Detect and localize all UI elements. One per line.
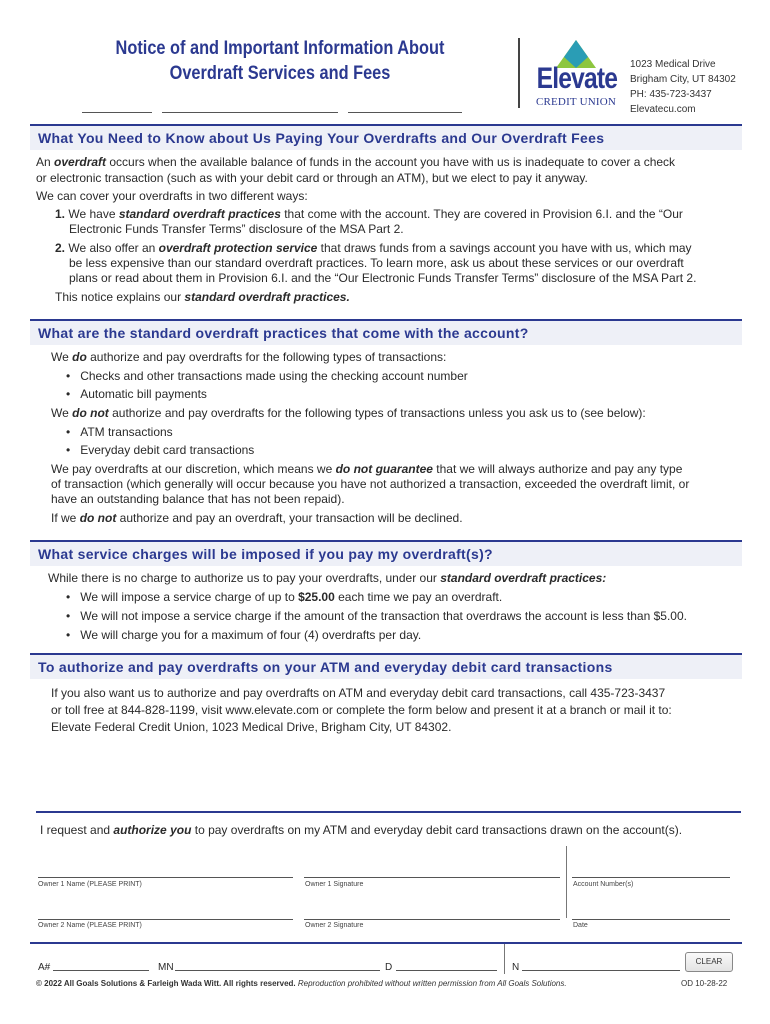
owner-1-signature-field[interactable] xyxy=(304,877,560,878)
address-city: Brigham City, UT 84302 xyxy=(630,74,736,85)
title-underline-2 xyxy=(162,112,338,113)
owner-1-name-field[interactable] xyxy=(38,877,293,878)
owner-1-signature-label: Owner 1 Signature xyxy=(305,881,364,888)
mn-label: MN xyxy=(158,962,174,973)
date-field[interactable] xyxy=(572,919,730,920)
authorization-request: I request and authorize you to pay overdrafts on my ATM and everyday debit card transactions drawn on the account(s). xyxy=(40,823,683,837)
logo-wordmark: Elevate xyxy=(536,62,618,95)
address-website: Elevatecu.com xyxy=(630,104,696,115)
option-1-line-2: Electronic Funds Transfer Terms” disclosure of the MSA Part 2. xyxy=(69,222,404,236)
form-code: OD 10-28-22 xyxy=(681,979,728,988)
list-item: • We will impose a service charge of up to $25.00 each time we pay an overdraft. xyxy=(66,590,503,604)
internal-use-divider xyxy=(30,942,742,944)
elevate-logo xyxy=(528,38,624,110)
section-heading-text: To authorize and pay overdrafts on your ATM and everyday debit card transactions xyxy=(38,659,613,675)
section-heading-text: What are the standard overdraft practices that come with the account? xyxy=(38,325,529,341)
section-heading-overdraft-fees xyxy=(30,124,742,150)
clear-button[interactable]: CLEAR xyxy=(685,952,733,972)
discretion-line-1: We pay overdrafts at our discretion, which means we do not guarantee that we will always authorize and pay any type xyxy=(51,462,683,476)
date-label: Date xyxy=(573,922,588,929)
form-divider xyxy=(36,811,741,813)
section-heading-standard-practices xyxy=(30,319,742,345)
list-item: • Everyday debit card transactions xyxy=(66,443,255,457)
option-1-line-1: 1. We have standard overdraft practices that come with the account. They are covered in Provision 6.I. and the “Our xyxy=(55,207,683,221)
overdraft-definition-line-1: An overdraft occurs when the available balance of funds in the account you have with us is inadequate to cover a check xyxy=(36,155,676,169)
internal-column-divider xyxy=(504,944,505,974)
list-item: • Automatic bill payments xyxy=(66,387,207,401)
section-heading-service-charges xyxy=(30,540,742,566)
discretion-line-3: have an outstanding balance that has not been repaid). xyxy=(51,492,345,506)
owner-2-signature-field[interactable] xyxy=(304,919,560,920)
d-label: D xyxy=(385,962,393,973)
a-number-field[interactable] xyxy=(53,970,149,971)
address-phone: PH: 435-723-3437 xyxy=(630,89,712,100)
a-number-label: A# xyxy=(38,962,51,973)
account-numbers-label: Account Number(s) xyxy=(573,881,634,888)
no-charge-intro: While there is no charge to authorize us to pay your overdrafts, under our standard overdraft practices: xyxy=(48,571,607,585)
section-heading-text: What service charges will be imposed if you pay my overdraft(s)? xyxy=(38,546,493,562)
list-item: • We will not impose a service charge if the amount of the transaction that overdraws the account is less than $5.00. xyxy=(66,609,687,623)
credit-union-address xyxy=(630,57,736,117)
do-not-authorize-intro: We do not authorize and pay overdrafts for the following types of transactions unless you ask us to (see below): xyxy=(51,406,646,420)
notice-explains: This notice explains our standard overdraft practices. xyxy=(55,290,350,304)
section-heading-authorize xyxy=(30,653,742,679)
owner-2-name-field[interactable] xyxy=(38,919,293,920)
authorize-instructions-line-2: or toll free at 844-828-1199, visit www.elevate.com or complete the form below and present it at a branch or mail it to: xyxy=(51,703,672,717)
cover-ways-intro: We can cover your overdrafts in two different ways: xyxy=(36,189,308,203)
copyright-notice: © 2022 All Goals Solutions & Farleigh Wada Witt. All rights reserved. Reproduction prohibited without written permission from All Goals Solutions. xyxy=(36,979,567,988)
n-label: N xyxy=(512,962,520,973)
owner-2-signature-label: Owner 2 Signature xyxy=(305,922,364,929)
title-underline-1 xyxy=(82,112,152,113)
list-item: • Checks and other transactions made using the checking account number xyxy=(66,369,468,383)
account-numbers-field[interactable] xyxy=(572,877,730,878)
do-authorize-intro: We do authorize and pay overdrafts for the following types of transactions: xyxy=(51,350,447,364)
page-title xyxy=(91,36,469,86)
owner-2-name-label: Owner 2 Name (PLEASE PRINT) xyxy=(38,922,142,929)
address-street: 1023 Medical Drive xyxy=(630,59,716,70)
section-heading-text: What You Need to Know about Us Paying Your Overdrafts and Our Overdraft Fees xyxy=(38,130,605,146)
title-line-2: Overdraft Services and Fees xyxy=(169,63,391,84)
mn-field[interactable] xyxy=(175,970,380,971)
list-item: • We will charge you for a maximum of four (4) overdrafts per day. xyxy=(66,628,422,642)
n-field[interactable] xyxy=(522,970,680,971)
overdraft-definition-line-2: or electronic transaction (such as with your debit card or through an ATM), but we elect to pay it anyway. xyxy=(36,171,588,185)
title-line-1: Notice of and Important Information About xyxy=(115,38,445,59)
list-item: • ATM transactions xyxy=(66,425,173,439)
form-column-divider xyxy=(566,846,567,918)
option-2-line-3: plans or read about them in Provision 6.I. and the “Our Electronic Funds Transfer Terms” disclosure of the MSA Part 2. xyxy=(69,271,697,285)
option-2-line-1: 2. We also offer an overdraft protection service that draws funds from a savings account you have with us, which may xyxy=(55,241,692,255)
d-field[interactable] xyxy=(396,970,497,971)
declined-statement: If we do not authorize and pay an overdraft, your transaction will be declined. xyxy=(51,511,463,525)
authorize-instructions-line-3: Elevate Federal Credit Union, 1023 Medical Drive, Brigham City, UT 84302. xyxy=(51,720,452,734)
owner-1-name-label: Owner 1 Name (PLEASE PRINT) xyxy=(38,881,142,888)
authorize-instructions-line-1: If you also want us to authorize and pay overdrafts on ATM and everyday debit card transactions, call 435-723-3437 xyxy=(51,686,666,700)
title-underline-3 xyxy=(348,112,462,113)
discretion-line-2: of transaction (which generally will occur because you have not authorized a transaction, exceeded the overdraft limit, or xyxy=(51,477,690,491)
logo-subtitle: CREDIT UNION xyxy=(535,96,617,108)
option-2-line-2: be less expensive than our standard overdraft practices. To learn more, ask us about these services or our overdraft xyxy=(69,256,684,270)
header-divider xyxy=(518,38,520,108)
